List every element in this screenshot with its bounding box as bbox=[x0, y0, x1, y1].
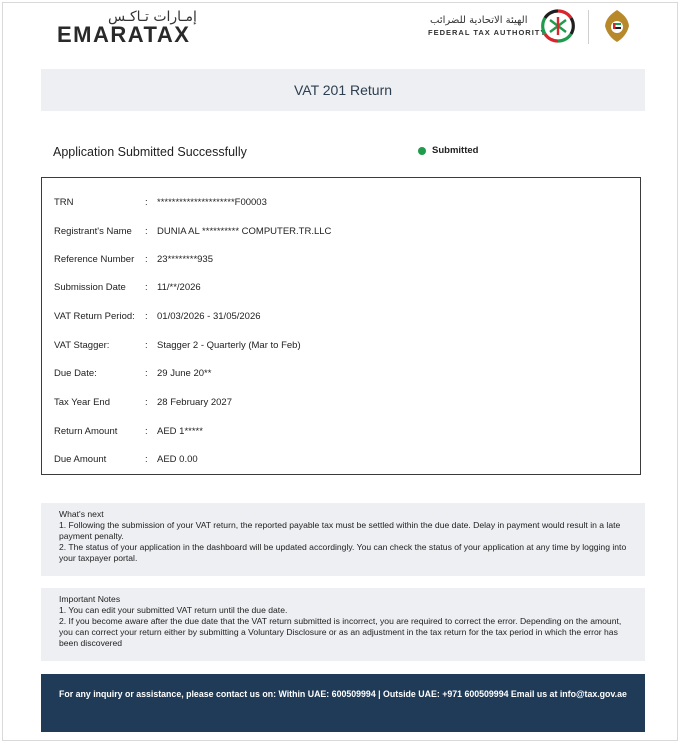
detail-colon: : bbox=[145, 197, 148, 208]
detail-value: 28 February 2027 bbox=[157, 397, 232, 408]
whats-next-heading: What's next bbox=[59, 509, 104, 519]
detail-row-vat-stagger bbox=[42, 340, 640, 360]
detail-label: Return Amount bbox=[54, 426, 118, 437]
title-band bbox=[41, 69, 645, 111]
page-title: VAT 201 Return bbox=[293, 82, 393, 98]
details-box bbox=[41, 177, 641, 475]
success-message: Application Submitted Successfully bbox=[53, 145, 247, 159]
detail-label: Tax Year End bbox=[54, 397, 110, 408]
authority-arabic-text: الهيئة الاتحادية للضرائب bbox=[430, 15, 528, 26]
important-notes-item: 1. You can edit your submitted VAT return until the due date. bbox=[59, 605, 288, 615]
detail-row-return-amount bbox=[42, 426, 640, 446]
detail-value: 01/03/2026 - 31/05/2026 bbox=[157, 311, 261, 322]
detail-colon: : bbox=[145, 397, 148, 408]
status-badge: Submitted bbox=[432, 145, 479, 156]
detail-value: 11/**/2026 bbox=[157, 282, 201, 293]
detail-colon: : bbox=[145, 454, 148, 465]
header-divider bbox=[588, 10, 589, 44]
fta-logo-icon bbox=[540, 8, 576, 44]
detail-colon: : bbox=[145, 368, 148, 379]
brand-arabic-text: إمـارات تـاكـس bbox=[108, 9, 197, 25]
detail-colon: : bbox=[145, 340, 148, 351]
contact-footer bbox=[41, 674, 645, 732]
detail-row-vat-return-period bbox=[42, 311, 640, 331]
whats-next-panel bbox=[41, 503, 645, 576]
status-dot-icon bbox=[418, 147, 426, 155]
detail-colon: : bbox=[145, 226, 148, 237]
detail-row-due-date bbox=[42, 368, 640, 388]
detail-colon: : bbox=[145, 282, 148, 293]
detail-row-reference-number bbox=[42, 254, 640, 274]
whats-next-item: 1. Following the submission of your VAT return, the reported payable tax must be settled within the due date. Delay in payment would result in a late payment penalty. bbox=[59, 520, 621, 541]
detail-row-tax-year-end bbox=[42, 397, 640, 417]
detail-row-trn bbox=[42, 197, 640, 217]
detail-label: Submission Date bbox=[54, 282, 126, 293]
detail-label: VAT Stagger: bbox=[54, 340, 110, 351]
detail-colon: : bbox=[145, 254, 148, 265]
authority-name: FEDERAL TAX AUTHORITY bbox=[428, 28, 547, 37]
detail-value: Stagger 2 - Quarterly (Mar to Feb) bbox=[157, 340, 301, 351]
detail-colon: : bbox=[145, 426, 148, 437]
detail-label: Due Amount bbox=[54, 454, 107, 465]
contact-text: For any inquiry or assistance, please contact us on: Within UAE: 600509994 | Outside UAE: +971 600509994 Email us at info@tax.gov.ae bbox=[59, 689, 627, 699]
important-notes-item: 2. If you become aware after the due date that the VAT return submitted is incorrect, you are required to correct the error. Depending on the amount, you can correct your return either by submitting a Voluntary Disclosure or as an adjustment in the tax return for the tax period in which the error has been discovered bbox=[59, 616, 622, 648]
whats-next-item: 2. The status of your application in the dashboard will be updated accordingly. You can check the status of your application at any time by logging into your taxpayer portal. bbox=[59, 542, 627, 563]
detail-row-registrant-name bbox=[42, 226, 640, 246]
detail-label: Reference Number bbox=[54, 254, 135, 265]
important-notes-panel bbox=[41, 588, 645, 661]
detail-value: 29 June 20** bbox=[157, 368, 212, 379]
detail-value: AED 1***** bbox=[157, 426, 203, 437]
detail-value: *********************F00003 bbox=[157, 197, 267, 208]
detail-row-submission-date bbox=[42, 282, 640, 302]
detail-value: DUNIA AL ********** COMPUTER.TR.LLC bbox=[157, 226, 332, 237]
detail-colon: : bbox=[145, 311, 148, 322]
uae-emblem-icon bbox=[602, 8, 632, 44]
detail-value: AED 0.00 bbox=[157, 454, 198, 465]
brand-name: EMARATAX bbox=[57, 22, 191, 47]
detail-value: 23********935 bbox=[157, 254, 213, 265]
detail-row-due-amount bbox=[42, 454, 640, 474]
header bbox=[0, 0, 680, 62]
detail-label: Due Date: bbox=[54, 368, 97, 379]
detail-label: TRN bbox=[54, 197, 74, 208]
important-notes-heading: Important Notes bbox=[59, 594, 121, 604]
detail-label: Registrant's Name bbox=[54, 226, 132, 237]
detail-label: VAT Return Period: bbox=[54, 311, 135, 322]
